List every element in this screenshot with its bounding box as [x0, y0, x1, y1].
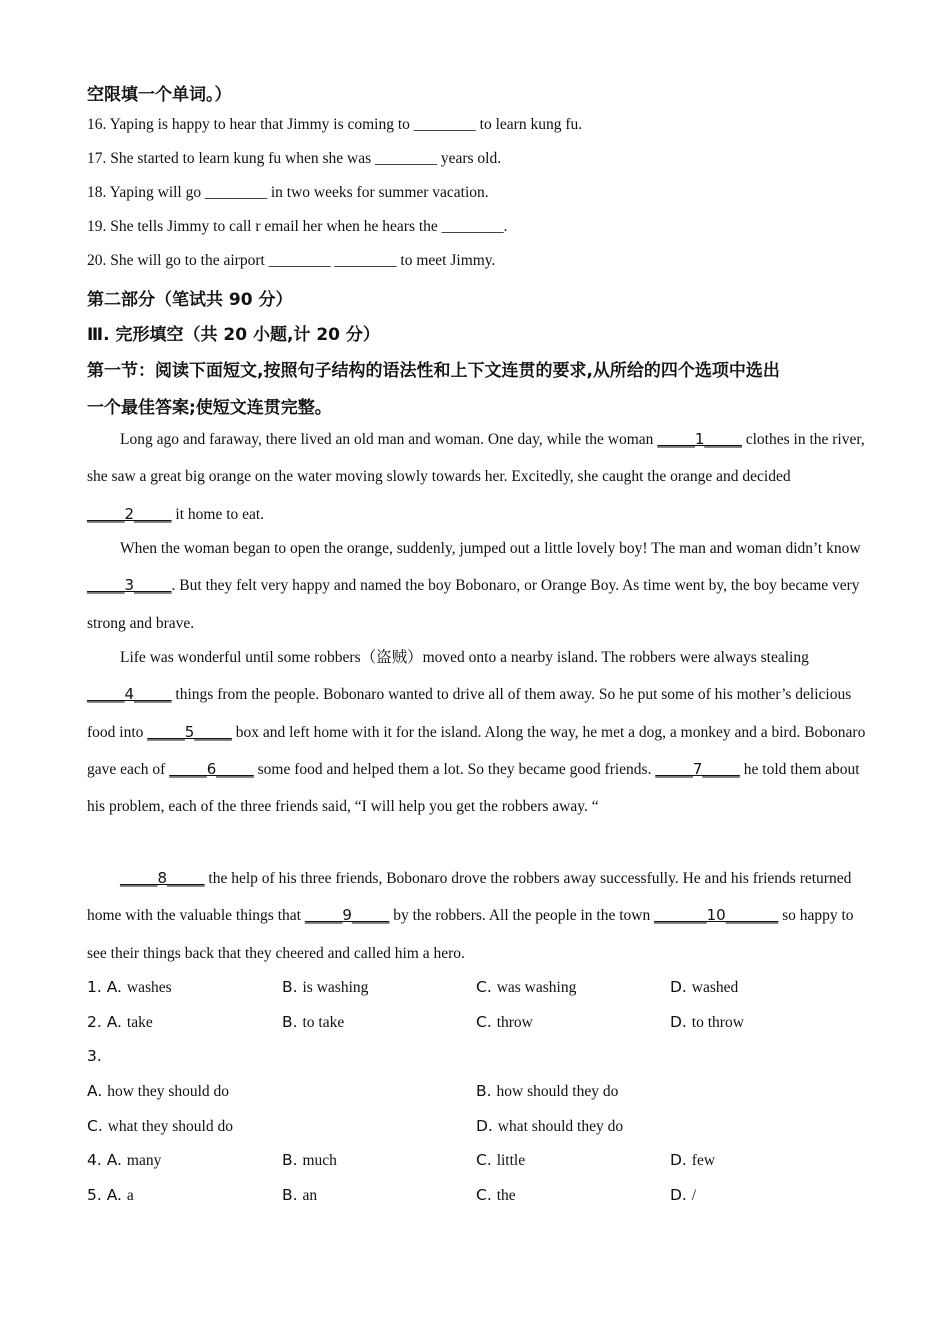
blank-9: _____9_____ — [304, 906, 390, 925]
option-2b[interactable]: B. to take — [282, 1013, 345, 1031]
passage-text: box and left home with it for the island. Along the way, he met a dog, a monkey and a bird. Bobonaro gave each of — [87, 723, 866, 778]
options-q3-row2 — [87, 1117, 867, 1139]
passage-paragraph-3 — [87, 639, 867, 825]
passage-paragraph-2 — [87, 530, 867, 642]
instruction-tail: 空限填一个单词。） — [87, 85, 232, 105]
section-three-title: Ⅲ. 完形填空（共 20 小题,计 20 分） — [87, 325, 380, 345]
part-two-title: 第二部分（笔试共 90 分） — [87, 290, 293, 310]
passage-text: . But they felt very happy and named the boy Bobonaro, or Orange Boy. As time went by, the boy became very strong and brave. — [87, 577, 860, 632]
option-1a[interactable]: 1. A. washes — [87, 978, 172, 996]
blank-6: _____6_____ — [169, 759, 254, 778]
option-3a[interactable]: A. how they should do — [87, 1082, 230, 1100]
question-18: 18. Yaping will go ________ in two weeks for summer vacation. — [87, 184, 489, 201]
option-2c[interactable]: C. throw — [476, 1013, 533, 1031]
blank-8: _____8_____ — [120, 869, 205, 887]
option-4b[interactable]: B. much — [282, 1151, 337, 1169]
section-one-instruction-line2: 一个最佳答案;使短文连贯完整。 — [87, 398, 332, 418]
passage-text: by the robbers. All the people in the town — [389, 907, 655, 925]
passage-text: When the woman began to open the orange, suddenly, jumped out a little lovely boy! The man and woman didn’t know — [120, 540, 861, 557]
option-4d[interactable]: D. few — [670, 1151, 716, 1169]
question-3-number: 3. — [87, 1047, 102, 1065]
passage-paragraph-1 — [87, 421, 867, 533]
options-q3-number — [87, 1047, 867, 1069]
passage-text: Long ago and faraway, there lived an old man and woman. One day, while the woman — [120, 431, 658, 448]
question-19: 19. She tells Jimmy to call r email her when he hears the ________. — [87, 218, 508, 235]
option-4c[interactable]: C. little — [476, 1151, 526, 1169]
option-3d[interactable]: D. what should they do — [476, 1117, 624, 1135]
options-q3-row1 — [87, 1082, 867, 1104]
blank-3: _____3_____ — [87, 576, 172, 595]
option-5d[interactable]: D. / — [670, 1186, 697, 1204]
options-q4 — [87, 1151, 867, 1173]
passage-text: so happy to see their things back that they cheered and called him a hero. — [87, 907, 854, 962]
option-4a[interactable]: 4. A. many — [87, 1151, 162, 1169]
option-3c[interactable]: C. what they should do — [87, 1117, 233, 1135]
passage-text: clothes in the river, she saw a great big orange on the water moving slowly towards her. Excitedly, she caught the orange and decided — [87, 431, 865, 486]
passage-paragraph-4 — [87, 860, 867, 972]
option-1d[interactable]: D. washed — [670, 978, 739, 996]
section-one-instruction-line1: 第一节：阅读下面短文,按照句子结构的语法性和上下文连贯的要求,从所给的四个选项中选出 — [87, 361, 780, 381]
option-5a[interactable]: 5. A. a — [87, 1186, 134, 1204]
passage-text: he told them about his problem, each of the three friends said, “I will help you get the robbers away. “ — [87, 760, 860, 816]
option-2a[interactable]: 2. A. take — [87, 1013, 153, 1031]
blank-5: _____5_____ — [147, 722, 232, 741]
options-q1 — [87, 978, 867, 1000]
option-1c[interactable]: C. was washing — [476, 978, 577, 996]
passage-text: it home to eat. — [171, 505, 265, 523]
blank-1: _____1_____ — [657, 430, 742, 448]
question-20: 20. She will go to the airport ________ ________ to meet Jimmy. — [87, 252, 496, 269]
blank-4: _____4_____ — [87, 685, 172, 704]
passage-text: things from the people. Bobonaro wanted to drive all of them away. So he put some of his mother’s delicious food into — [87, 686, 852, 741]
option-1b[interactable]: B. is washing — [282, 978, 369, 996]
option-5c[interactable]: C. the — [476, 1186, 516, 1204]
option-2d[interactable]: D. to throw — [670, 1013, 744, 1031]
question-17: 17. She started to learn kung fu when she was ________ years old. — [87, 150, 502, 167]
passage-text: Life was wonderful until some robbers（盗贼）moved onto a nearby island. The robbers were always stealing — [120, 649, 809, 666]
options-q2 — [87, 1013, 867, 1035]
blank-7: _____7_____ — [655, 759, 740, 778]
question-16: 16. Yaping is happy to hear that Jimmy is coming to ________ to learn kung fu. — [87, 116, 583, 133]
option-5b[interactable]: B. an — [282, 1186, 318, 1204]
blank-10: _______10_______ — [654, 906, 779, 925]
options-q5 — [87, 1186, 867, 1208]
passage-text: the help of his three friends, Bobonaro drove the robbers away successfully. He and his friends returned home with the valuable things that — [87, 870, 852, 925]
blank-2: _____2_____ — [87, 504, 172, 523]
option-3b[interactable]: B. how should they do — [476, 1082, 619, 1100]
passage-text: some food and helped them a lot. So they became good friends. — [253, 760, 656, 778]
